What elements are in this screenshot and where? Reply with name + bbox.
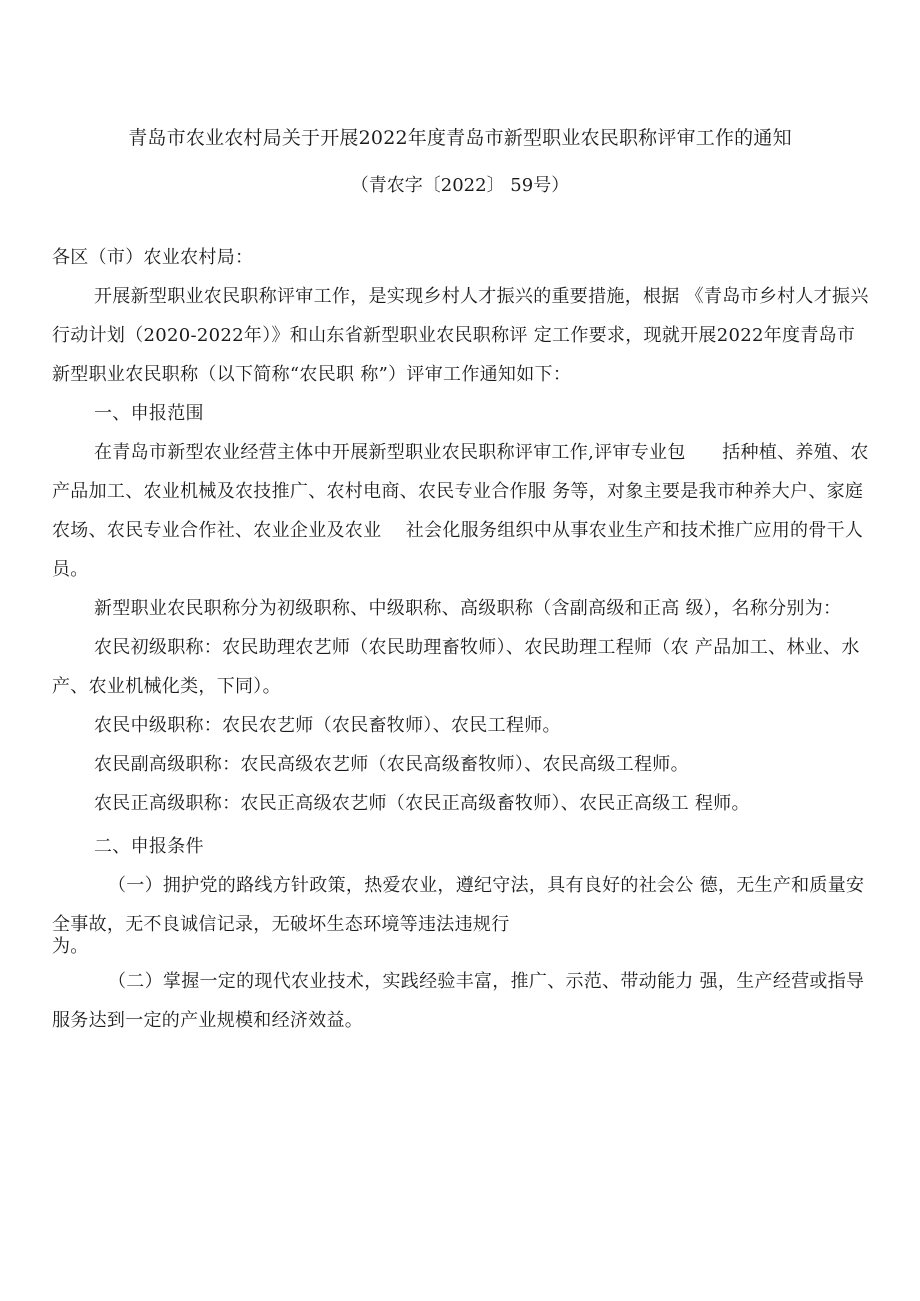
section-2-heading: 二、申报条件	[94, 836, 204, 857]
junior-title-paragraph: 农民初级职称：农民助理农艺师（农民助理畜牧师）、农民助理工程师（农 产品加工、林业、水产、农业机械化类，下同）。	[52, 637, 860, 697]
condition-1-tail: 为。	[52, 936, 89, 957]
salutation: 各区（市）农业农村局：	[52, 247, 254, 268]
section-1-heading: 一、申报范围	[94, 403, 204, 424]
condition-1-paragraph: （一）拥护党的路线方针政策，热爱农业，遵纪守法，具有良好的社会公 德，无生产和质量安全事故，无不良诚信记录，无破坏生态环境等违法违规行	[52, 875, 865, 935]
document-number: （青农字〔2022〕 59号）	[350, 175, 570, 196]
condition-2-paragraph: （二）掌握一定的现代农业技术，实践经验丰富，推广、示范、带动能力 强，生产经营或指导服务达到一定的产业规模和经济效益。	[52, 971, 865, 1031]
document-title: 青岛市农业农村局关于开展2022年度青岛市新型职业农民职称评审工作的通知	[128, 127, 792, 149]
middle-title-paragraph: 农民中级职称：农民农艺师（农民畜牧师）、农民工程师。	[94, 715, 561, 736]
senior-title-paragraph: 农民正高级职称：农民正高级农艺师（农民正高级畜牧师）、农民正高级工 程师。	[94, 793, 750, 814]
document-body	[52, 238, 870, 1040]
deputy-senior-title-paragraph: 农民副高级职称：农民高级农艺师（农民高级畜牧师）、农民高级工程师。	[94, 754, 689, 775]
intro-paragraph: 开展新型职业农民职称评审工作，是实现乡村人才振兴的重要措施，根据 《青岛市乡村人才振兴行动计划（2020-2022年）》和山东省新型职业农民职称评 定工作要求，现就开展2022年度青岛市新型职业农民职称（以下简称“农民职 称”）评审工作通知如下：	[52, 286, 869, 385]
title-levels-paragraph: 新型职业农民职称分为初级职称、中级职称、高级职称（含副高级和正高 级），名称分别为：	[94, 598, 842, 619]
scope-paragraph: 在青岛市新型农业经营主体中开展新型职业农民职称评审工作,评审专业包 括种植、养殖、农产品加工、农业机械及农技推广、农村电商、农民专业合作服 务等，对象主要是我市种养大户、家庭农场、农民专业合作社、农业企业及农业 社会化服务组织中从事农业生产和技术推广应用的骨干人员。	[52, 442, 869, 580]
